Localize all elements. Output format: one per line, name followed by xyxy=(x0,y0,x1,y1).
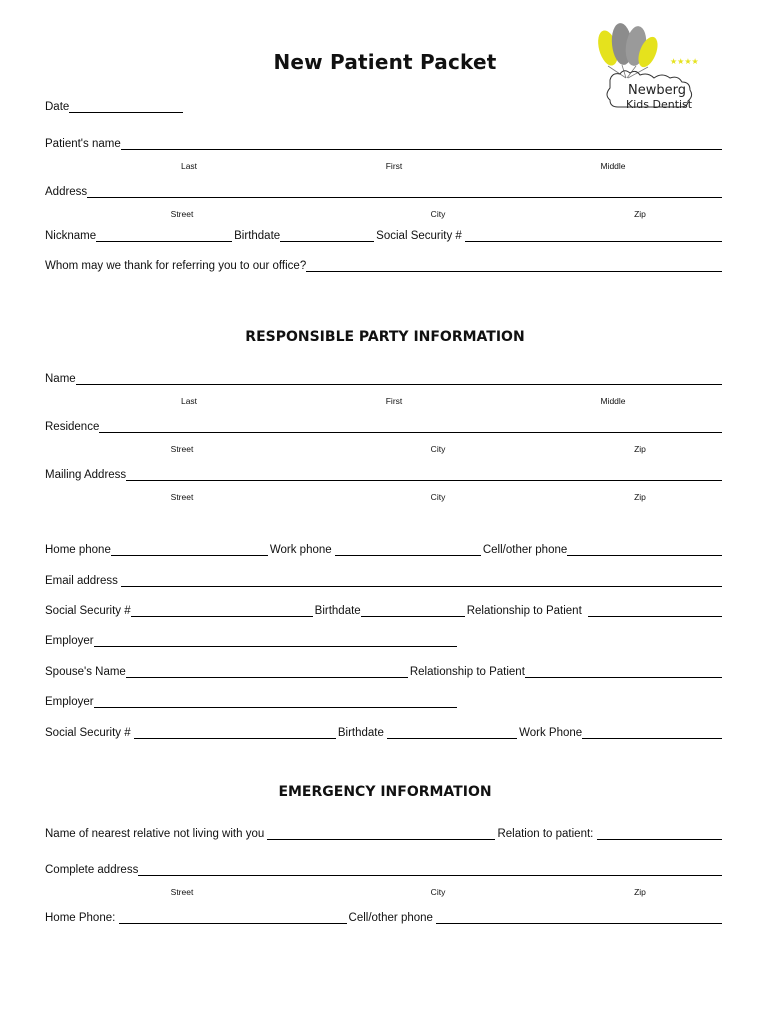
nickname-row xyxy=(45,227,724,243)
address-label: Address xyxy=(45,186,88,198)
rp-employer2-field[interactable] xyxy=(45,693,459,709)
ssn-label: Social Security # xyxy=(376,230,462,242)
rp-work-phone2-input-line[interactable] xyxy=(582,726,722,739)
rp-res-sub-street: Street xyxy=(170,444,194,454)
rp-employer-label: Employer xyxy=(45,635,94,647)
date-label: Date xyxy=(45,101,70,113)
rp-spouse-name-input-line[interactable] xyxy=(126,665,408,678)
rp-ssn2-row xyxy=(45,724,724,740)
rp-ssn-row xyxy=(45,602,724,618)
date-field[interactable] xyxy=(45,98,185,114)
rp-residence-input-line[interactable] xyxy=(99,420,722,433)
em-cell-phone-label: Cell/other phone xyxy=(348,912,433,924)
em-sub-zip: Zip xyxy=(634,887,646,897)
patient-name-input-line[interactable] xyxy=(121,137,722,150)
rp-spouse-name-label: Spouse's Name xyxy=(45,666,126,678)
rp-mailing-input-line[interactable] xyxy=(126,468,722,481)
rp-cell-phone-input-line[interactable] xyxy=(567,543,722,556)
rp-ssn2-input-line[interactable] xyxy=(134,726,336,739)
rp-phones-row xyxy=(45,541,724,557)
em-relation-input-line[interactable] xyxy=(597,827,722,840)
rp-mailing-field[interactable] xyxy=(45,466,724,482)
logo-line1: Newberg xyxy=(628,83,686,98)
em-relation-label: Relation to patient: xyxy=(497,828,594,840)
em-address-field[interactable] xyxy=(45,861,724,877)
patient-name-field[interactable] xyxy=(45,135,724,151)
rp-birthdate-label: Birthdate xyxy=(314,605,361,617)
svg-text:★★★★: ★★★★ xyxy=(670,57,699,66)
rp-sub-middle: Middle xyxy=(600,396,626,406)
sub-middle: Middle xyxy=(600,161,626,171)
em-address-label: Complete address xyxy=(45,864,139,876)
rp-name-input-line[interactable] xyxy=(76,372,722,385)
em-phones-row xyxy=(45,909,724,925)
referral-label: Whom may we thank for referring you to our office? xyxy=(45,260,307,272)
sub-city: City xyxy=(430,209,446,219)
rp-work-phone2-label: Work Phone xyxy=(519,727,583,739)
birthdate-input-line[interactable] xyxy=(280,229,374,242)
rp-relationship-input-line[interactable] xyxy=(588,604,722,617)
rp-birthdate2-label: Birthdate xyxy=(337,727,384,739)
nickname-label: Nickname xyxy=(45,230,97,242)
rp-mail-sub-city: City xyxy=(430,492,446,502)
rp-employer2-input-line[interactable] xyxy=(94,695,457,708)
rp-work-phone-input-line[interactable] xyxy=(335,543,481,556)
rp-email-field[interactable] xyxy=(45,572,724,588)
rp-employer2-label: Employer xyxy=(45,696,94,708)
sub-last: Last xyxy=(180,161,198,171)
em-relative-row xyxy=(45,825,724,841)
rp-employer-input-line[interactable] xyxy=(94,634,457,647)
address-field[interactable] xyxy=(45,183,724,199)
patient-name-label: Patient's name xyxy=(45,138,121,150)
rp-employer-field[interactable] xyxy=(45,632,459,648)
rp-birthdate-input-line[interactable] xyxy=(361,604,465,617)
rp-residence-label: Residence xyxy=(45,421,100,433)
em-home-phone-input-line[interactable] xyxy=(119,911,347,924)
rp-ssn-input-line[interactable] xyxy=(131,604,313,617)
rp-home-phone-input-line[interactable] xyxy=(111,543,268,556)
rp-name-field[interactable] xyxy=(45,370,724,386)
address-input-line[interactable] xyxy=(87,185,722,198)
ssn-input-line[interactable] xyxy=(465,229,722,242)
rp-spouse-relationship-input-line[interactable] xyxy=(525,665,722,678)
rp-sub-first: First xyxy=(385,396,403,406)
sub-street: Street xyxy=(170,209,194,219)
rp-mail-sub-street: Street xyxy=(170,492,194,502)
em-home-phone-label: Home Phone: xyxy=(45,912,116,924)
em-cell-phone-input-line[interactable] xyxy=(436,911,722,924)
rp-relationship-label: Relationship to Patient xyxy=(466,605,582,617)
referral-field[interactable] xyxy=(45,257,724,273)
rp-email-label: Email address xyxy=(45,575,118,587)
rp-work-phone-label: Work phone xyxy=(269,544,332,556)
rp-birthdate2-input-line[interactable] xyxy=(387,726,517,739)
rp-email-input-line[interactable] xyxy=(121,574,722,587)
rp-res-sub-city: City xyxy=(430,444,446,454)
rp-spouse-relationship-label: Relationship to Patient xyxy=(409,666,525,678)
rp-ssn-label: Social Security # xyxy=(45,605,131,617)
rp-residence-field[interactable] xyxy=(45,418,724,434)
em-sub-city: City xyxy=(430,887,446,897)
rp-mailing-label: Mailing Address xyxy=(45,469,127,481)
birthdate-label: Birthdate xyxy=(234,230,281,242)
nickname-input-line[interactable] xyxy=(96,229,232,242)
rp-name-label: Name xyxy=(45,373,76,385)
emergency-heading: EMERGENCY INFORMATION xyxy=(278,784,492,800)
logo-line2: Kids Dentist xyxy=(626,98,693,111)
rp-sub-last: Last xyxy=(180,396,198,406)
rp-home-phone-label: Home phone xyxy=(45,544,111,556)
balloon-logo-icon xyxy=(590,18,720,118)
em-relative-label: Name of nearest relative not living with you xyxy=(45,828,265,840)
sub-zip: Zip xyxy=(634,209,646,219)
rp-mail-sub-zip: Zip xyxy=(634,492,646,502)
sub-first: First xyxy=(385,161,403,171)
rp-cell-phone-label: Cell/other phone xyxy=(482,544,568,556)
referral-input-line[interactable] xyxy=(306,259,722,272)
date-input-line[interactable] xyxy=(69,100,183,113)
newberg-kids-dentist-logo xyxy=(590,18,720,118)
em-address-input-line[interactable] xyxy=(138,863,722,876)
rp-spouse-row xyxy=(45,663,724,679)
em-sub-street: Street xyxy=(170,887,194,897)
responsible-party-heading: RESPONSIBLE PARTY INFORMATION xyxy=(245,329,525,345)
rp-ssn2-label: Social Security # xyxy=(45,727,131,739)
em-relative-input-line[interactable] xyxy=(267,827,495,840)
page-title: New Patient Packet xyxy=(273,50,497,74)
rp-res-sub-zip: Zip xyxy=(634,444,646,454)
